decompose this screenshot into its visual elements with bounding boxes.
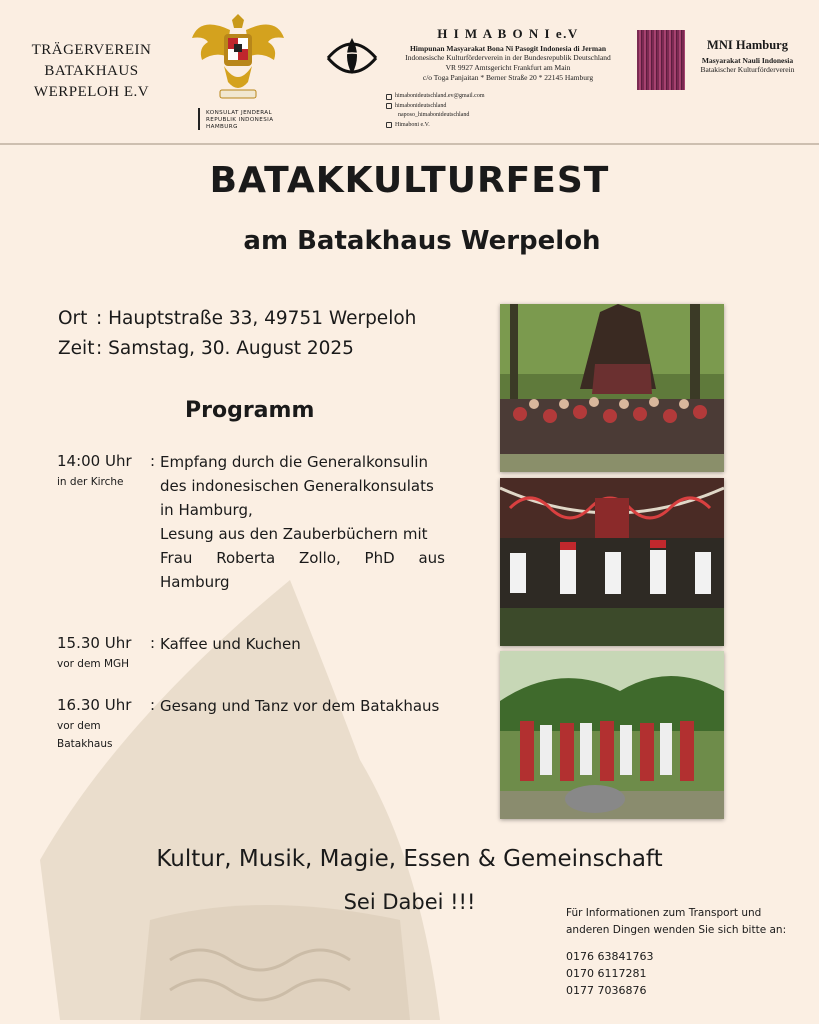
event-subtitle: am Batakhaus Werpeloh	[243, 226, 601, 256]
org-line: WERPELOH E.V	[33, 84, 150, 100]
contact-text: naposo_himabonideutschland	[398, 112, 470, 118]
program-description	[160, 694, 439, 718]
program-colon: :	[150, 634, 156, 652]
instagram-icon	[386, 103, 392, 109]
program-line: Kaffee und Kuchen	[160, 635, 301, 653]
phone-number[interactable]: 0176 63841763	[566, 950, 654, 963]
ort-value: : Hauptstraße 33, 49751 Werpeloh	[96, 308, 417, 329]
photo-dancers-image	[500, 651, 724, 819]
zeit-label: Zeit	[58, 338, 95, 359]
contact-text: himabonideutschland	[395, 102, 447, 109]
program-place-line: vor dem	[57, 720, 101, 732]
event-title: BATAKKULTURFEST	[209, 160, 610, 201]
mni-sub: Masyarakat Nauli Indonesia	[701, 56, 794, 65]
zeit-row	[58, 338, 354, 359]
garuda-emblem-icon	[190, 8, 286, 106]
photo-musicians	[500, 478, 724, 646]
konsulat-line: REPUBLIK INDONESIA	[206, 117, 274, 123]
himaboni-line: VR 9927 Amtsgericht Frankfurt am Main	[445, 63, 571, 72]
program-description	[160, 632, 301, 656]
program-line: Empfang durch die Generalkonsulin	[160, 453, 429, 471]
photo-dancers	[500, 651, 724, 819]
contact-instagram[interactable]	[386, 102, 485, 112]
programm-heading: Programm	[185, 398, 315, 423]
sei-dabei: Sei Dabei !!!	[343, 890, 476, 914]
mni-block	[690, 38, 805, 74]
contact-facebook[interactable]	[386, 121, 485, 131]
konsulat-divider	[198, 108, 200, 130]
program-line: Lesung aus den Zauberbüchern mit	[160, 525, 428, 543]
org-line: BATAKHAUS	[44, 63, 139, 79]
mni-sub: Batakischer Kulturförderverein	[700, 65, 795, 74]
phone-number[interactable]: 0170 6117281	[566, 967, 647, 980]
phone-list	[566, 948, 653, 999]
mni-title: MNI Hamburg	[707, 38, 788, 52]
himaboni-line: Himpunan Masyarakat Bona Ni Pasogit Indonesia di Jerman	[409, 44, 607, 53]
photo-group-image	[500, 304, 724, 472]
program-place: vor dem MGH	[57, 658, 130, 670]
ulos-cloth-logo	[637, 30, 685, 90]
header	[0, 0, 819, 145]
photo-musicians-image	[500, 478, 724, 646]
konsulat-line: KONSULAT JENDERAL	[206, 110, 273, 116]
program-line: des indonesischen Generalkonsulats	[160, 477, 434, 495]
zeit-value: : Samstag, 30. August 2025	[96, 338, 354, 359]
program-line: Hamburg	[160, 573, 230, 591]
program-line: in Hamburg,	[160, 501, 253, 519]
himaboni-block	[383, 26, 633, 83]
himaboni-title: H I M A B O N I e.V	[437, 26, 579, 41]
contact-text: himabonideutschland.ev@gmail.com	[395, 93, 485, 99]
tagline: Kultur, Musik, Magie, Essen & Gemeinschaft	[156, 846, 663, 872]
konsulat-line: HAMBURG	[206, 124, 238, 130]
program-place: in der Kirche	[57, 476, 124, 488]
org-line: TRÄGERVEREIN	[31, 42, 152, 58]
facebook-icon	[386, 122, 392, 128]
program-time: 14:00 Uhr	[57, 452, 132, 470]
contact-email[interactable]	[386, 92, 485, 102]
program-place-line: Batakhaus	[57, 738, 113, 750]
program-place	[57, 717, 112, 753]
program-time: 15.30 Uhr	[57, 634, 132, 652]
himaboni-logo-icon	[322, 28, 382, 84]
ort-label: Ort	[58, 308, 88, 329]
program-time: 16.30 Uhr	[57, 696, 132, 714]
mail-icon	[386, 94, 392, 100]
program-line: Frau Roberta Zollo, PhD aus	[160, 549, 445, 567]
program-description	[160, 450, 445, 594]
transport-contact-note: Für Informationen zum Transport und anderen Dingen wenden Sie sich bitte an:	[566, 907, 787, 936]
phone-number[interactable]: 0177 7036876	[566, 984, 647, 997]
himaboni-contacts	[386, 92, 485, 130]
program-line: Gesang und Tanz vor dem Batakhaus	[160, 697, 440, 715]
program-colon: :	[150, 452, 156, 470]
program-colon: :	[150, 696, 156, 714]
konsulat-label	[206, 110, 273, 131]
himaboni-line: c/o Toga Panjaitan * Berner Straße 20 * 22145 Hamburg	[422, 73, 594, 82]
background-batak-house-illustration	[0, 560, 470, 1024]
traegerverein-name	[14, 40, 169, 103]
himaboni-line: Indonesische Kulturförderverein in der Bundesrepublik Deutschland	[405, 53, 611, 62]
photo-group-at-batakhaus	[500, 304, 724, 472]
contact-text: Himaboni e.V.	[395, 121, 430, 128]
ort-row	[58, 308, 416, 329]
contact-instagram-2[interactable]	[386, 111, 485, 121]
